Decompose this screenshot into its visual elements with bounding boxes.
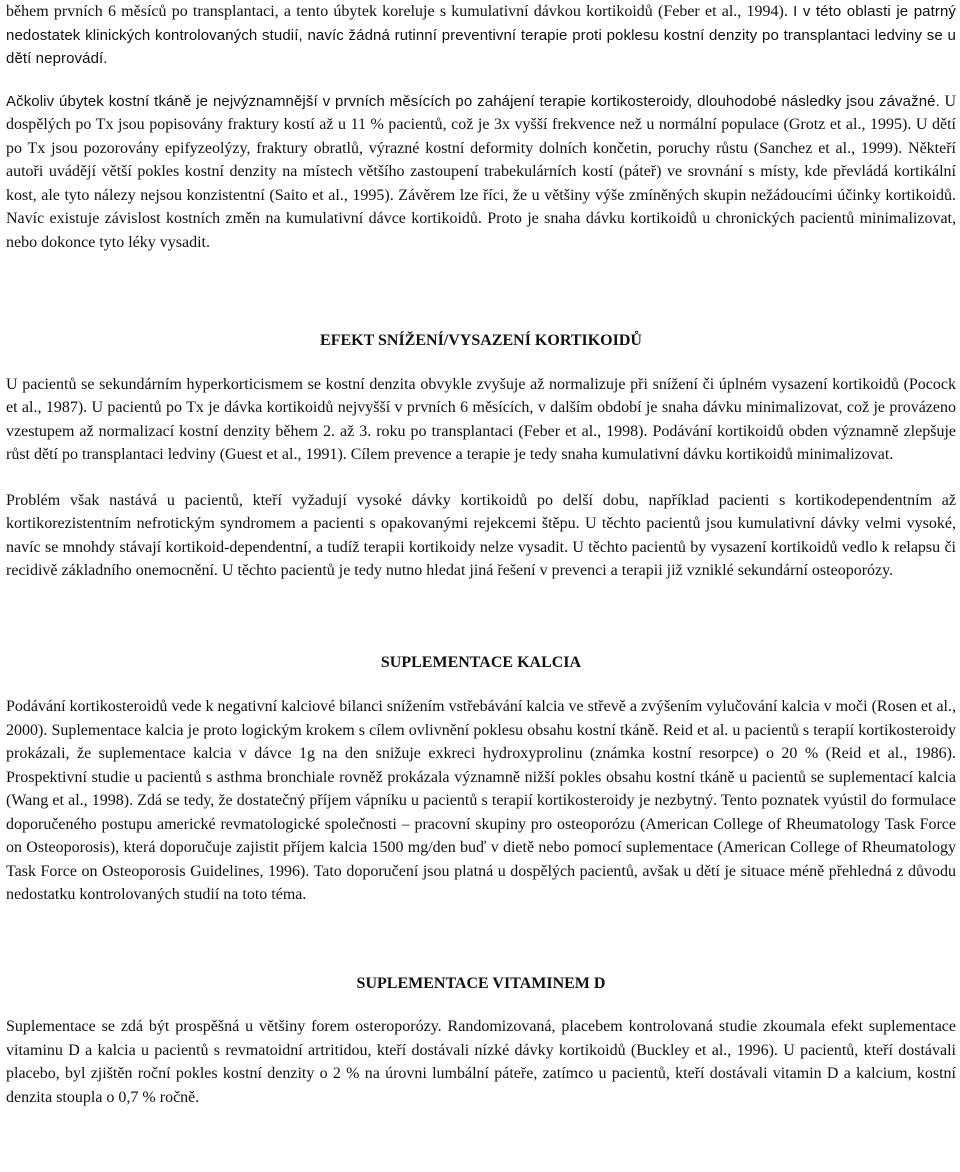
- section-heading-vitamin-d: [6, 972, 956, 996]
- intro-paragraph: [6, 0, 956, 71]
- heading-efekt-text: EFEKT SNÍŽENÍ/VYSAZENÍ KORTIKOIDŮ: [320, 332, 642, 349]
- section-heading-efekt: [6, 329, 956, 353]
- heading-kalcium-text: SUPLEMENTACE KALCIA: [380, 653, 582, 671]
- para2-serif-part: U dospělých po Tx jsou popisovány fraktury kostí až u 11 % pacientů, což je 3x vyšší frekvence než u normální populace (Grotz et al., 1995). U dětí po Tx jsou pozorovány epifyzeolýzy, fraktury obratlů, výrazné kostní deformity dolních končetin, poruchy růstu (Sanchez et al., 1999). Někteří autoři uvádějí větší pokles kostní denzity na místech většího zastoupení trabekulárních kostí (páteř) ve srovnání s místy, kde převládá kortikální kost, ale tyto nálezy nejsou konzistentní (Saito et al., 1995). Závěrem lze říci, že u většiny výše zmíněných skupin nežádoucími účinky kortikoidů. Navíc existuje závislost kostních změn na kumulativní dávce kortikoidů. Proto je snaha dávku kortikoidů u chronických pacientů minimalizovat, nebo dokonce tyto léky vysadit.: [6, 92, 956, 251]
- vitamin-d-paragraph: Suplementace se zdá být prospěšná u většiny forem osteroporózy. Randomizovaná, placebem kontrolovaná studie zkoumala efekt suplementace vitaminu D a kalcia u pacientů s revmatoidní artritidou, kteří dostávali nízké dávky kortikoidů (Buckley et al., 1996). U pacientů, kteří dostávali placebo, byl zjištěn roční pokles kostní denzity o 2 % na úrovni lumbální páteře, zatímco u pacientů, kteří dostávali vitamin D a kalcium, kostní denzita stoupla o 0,7 % ročně.: [6, 1018, 956, 1106]
- long-term-consequences-paragraph: [6, 90, 956, 255]
- intro-rest: I v této oblasti je patrný nedostatek klinických kontrolovaných studií, navíc žádná rutinní preventivní terapie proti poklesu kostní denzity po transplantaci ledviny se u dětí neprovádí.: [6, 3, 956, 67]
- efekt-paragraph-1: U pacientů se sekundárním hyperkorticismem se kostní denzita obvykle zvyšuje až normalizuje při snížení či úplném vysazení kortikoidů (Pocock et al., 1987). U pacientů po Tx je dávka kortikoidů nejvyšší v prvních 6 měsících, v dalším období je snaha dávku minimalizovat, což je provázeno vzestupem až normalizací kostní denzity během 2. až 3. roku po transplantaci (Feber et al., 1998). Podávání kortikoidů obden významně zlepšuje růst dětí po transplantaci ledviny (Guest et al., 1991). Cílem prevence a terapie je tedy snaha kumulativní dávku kortikoidů minimalizovat.: [6, 375, 956, 463]
- efekt-paragraph-2: Problém však nastává u pacientů, kteří vyžadují vysoké dávky kortikoidů po delší dobu, například pacienti s kortikodependentním až kortikorezistentním nefrotickým syndromem a pacienti s opakovanými rejekcemi štěpu. U těchto pacientů jsou kumulativní dávky velmi vysoké, navíc se mnohdy stávají kortikoid-dependentní, a tudíž terapii kortikoidy nelze vysadit. U těchto pacientů by vysazení kortikoidů vedlo k relapsu či recidivě základního onemocnění. U těchto pacientů je tedy nutno hledat jiná řešení v prevenci a terapii již vzniklé sekundární osteoporózy.: [6, 491, 956, 579]
- document-page: [6, 0, 956, 1109]
- intro-first-line: během prvních 6 měsíců po transplantaci, a tento úbytek koreluje s kumulativní dávkou kortikoidů (Feber et al., 1994).: [6, 3, 788, 20]
- para2-sans-part: Ačkoliv úbytek kostní tkáně je nejvýznamnější v prvních měsících po zahájení terapie kortikosteroidy, dlouhodobé následky jsou závažné.: [6, 92, 940, 110]
- section-heading-kalcium: [6, 651, 956, 675]
- heading-vitd-text: SUPLEMENTACE VITAMINEM D: [356, 974, 606, 992]
- kalcium-paragraph: Podávání kortikosteroidů vede k negativní kalciové bilanci snížením vstřebávání kalcia ve střevě a zvýšením vylučování kalcia v moči (Rosen et al., 2000). Suplementace kalcia je proto logickým krokem s cílem ovlivnění poklesu obsahu kostní tkáně. Reid et al. u pacientů s terapií kortikosteroidy prokázali, že suplementace kalcia v dávce 1g na den snižuje exkreci hydroxyprolinu (známka kostní resorpce) o 20 % (Reid et al., 1986). Prospektivní studie u pacientů s asthma bronchiale rovněž prokázala významně nižší pokles obsahu kostní tkáně u pacientů se suplementací kalcia (Wang et al., 1998). Zdá se tedy, že dostatečný příjem vápníku u pacientů s terapií kortikosteroidy je nezbytný. Tento poznatek vyústil do formulace doporučeného postupu americké revmatologické společnosti – pracovní skupiny pro osteoporózu (American College of Rheumatology Task Force on Osteoporosis), která doporučuje zajistit příjem kalcia 1500 mg/den buď v dietě nebo pomocí suplementace (American College of Rheumatology Task Force on Osteoporosis Guidelines, 1996). Tato doporučení jsou platná u dospělých pacientů, avšak u dětí je situace méně přehledná z důvodu nedostatku kontrolovaných studií na toto téma.: [6, 698, 956, 903]
